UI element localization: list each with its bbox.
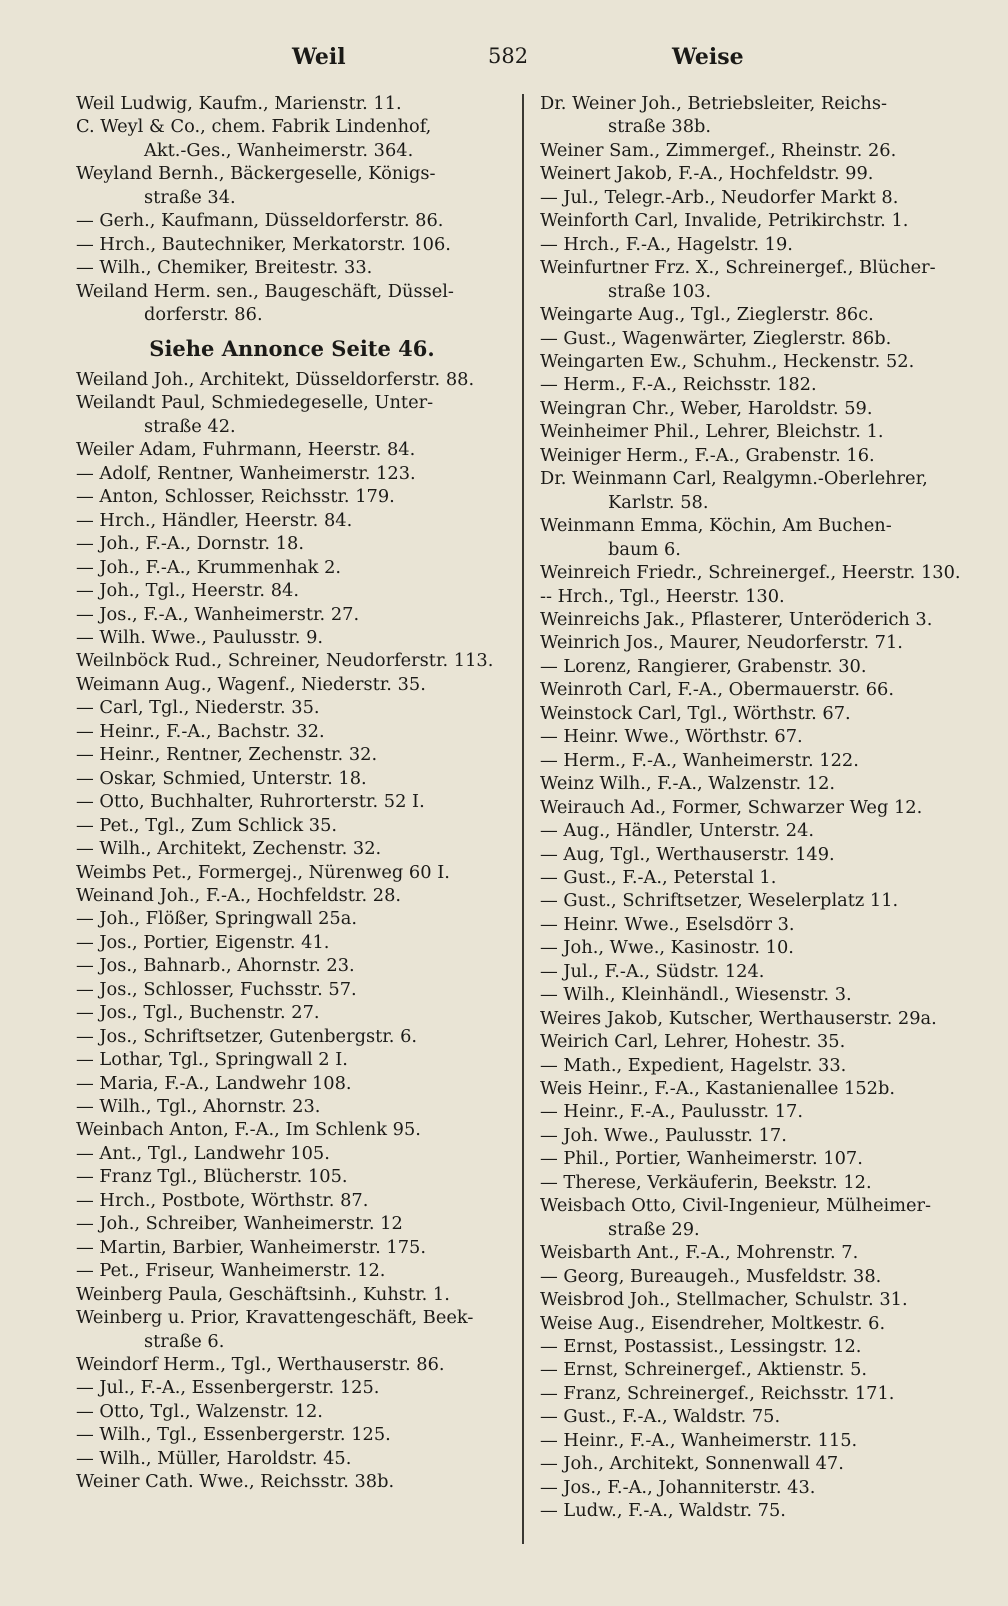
directory-entry: — Aug, Tgl., Werthauserstr. 149. <box>540 843 835 865</box>
directory-entry: — Lorenz, Rangierer, Grabenstr. 30. <box>540 655 867 677</box>
directory-entry: — Pet., Tgl., Zum Schlick 35. <box>76 814 338 836</box>
directory-entry: — Gust., Wagenwärter, Zieglerstr. 86b. <box>540 327 892 349</box>
directory-entry: — Maria, F.-A., Landwehr 108. <box>76 1072 352 1094</box>
right-column <box>540 92 978 1523</box>
directory-entry: — Otto, Buchhalter, Ruhrorterstr. 52 I. <box>76 791 425 813</box>
directory-entry: Weiler Adam, Fuhrmann, Heerstr. 84. <box>76 439 416 461</box>
directory-entry: — Gust., F.-A., Peterstal 1. <box>540 866 777 888</box>
directory-entry: — Jos., Schriftsetzer, Gutenbergstr. 6. <box>76 1025 418 1047</box>
directory-entry: Dr. Weiner Joh., Betriebsleiter, Reichs- <box>540 93 888 114</box>
directory-entry: — Hrch., Bautechniker, Merkatorstr. 106. <box>76 233 451 255</box>
directory-entry: — Wilh., Müller, Haroldstr. 45. <box>76 1447 352 1469</box>
directory-entry: Weinreich Friedr., Schreinergef., Heerstr. 130. <box>540 562 961 584</box>
directory-entry: — Ludw., F.-A., Waldstr. 75. <box>540 1500 786 1522</box>
directory-entry: Weinbach Anton, F.-A., Im Schlenk 95. <box>76 1119 421 1141</box>
entry-continuation: straße 34. <box>144 186 236 208</box>
directory-entry: -- Hrch., Tgl., Heerstr. 130. <box>540 585 785 607</box>
directory-entry: Weilnböck Rud., Schreiner, Neudorferstr. 113. <box>76 650 494 672</box>
directory-entry: Weinz Wilh., F.-A., Walzenstr. 12. <box>540 773 836 795</box>
directory-entry: — Hrch., F.-A., Hagelstr. 19. <box>540 233 793 255</box>
directory-entry: — Herm., F.-A., Reichsstr. 182. <box>540 374 817 396</box>
directory-entry: Weise Aug., Eisendreher, Moltkestr. 6. <box>540 1312 886 1334</box>
directory-entry: Weisbrod Joh., Stellmacher, Schulstr. 31. <box>540 1289 908 1311</box>
directory-entry: Weinfurtner Frz. X., Schreinergef., Blücher- <box>540 257 936 279</box>
directory-entry: — Joh. Wwe., Paulusstr. 17. <box>540 1124 787 1146</box>
directory-entry: — Gust., F.-A., Waldstr. 75. <box>540 1406 781 1428</box>
directory-entry: — Aug., Händler, Unterstr. 24. <box>540 820 815 842</box>
directory-entry: Weingarten Ew., Schuhm., Heckenstr. 52. <box>540 350 915 372</box>
directory-entry: Weilandt Paul, Schmiedegeselle, Unter- <box>76 392 434 414</box>
entry-continuation: Karlstr. 58. <box>608 491 709 513</box>
entry-continuation: straße 103. <box>608 280 712 302</box>
directory-entry: — Martin, Barbier, Wanheimerstr. 175. <box>76 1236 426 1258</box>
directory-entry: — Jul., Telegr.-Arb., Neudorfer Markt 8. <box>540 186 899 208</box>
entry-continuation: straße 29. <box>608 1218 700 1240</box>
directory-entry: — Carl, Tgl., Niederstr. 35. <box>76 697 320 719</box>
directory-entry: Weyland Bernh., Bäckergeselle, Königs- <box>76 163 436 185</box>
directory-entry: — Joh., Flößer, Springwall 25a. <box>76 908 357 930</box>
directory-entry: — Math., Expedient, Hagelstr. 33. <box>540 1054 847 1076</box>
directory-entry: — Georg, Bureaugeh., Musfeldstr. 38. <box>540 1265 882 1287</box>
column-divider <box>522 94 524 1544</box>
directory-entry: Weil Ludwig, Kaufm., Marienstr. 11. <box>76 93 402 114</box>
directory-entry: — Jos., Bahnarb., Ahornstr. 23. <box>76 955 355 977</box>
advertisement-notice: Siehe Annonce Seite 46. <box>149 335 435 361</box>
directory-entry: Weinstock Carl, Tgl., Wörthstr. 67. <box>540 702 851 724</box>
directory-entry: — Therese, Verkäuferin, Beekstr. 12. <box>540 1171 872 1193</box>
directory-entry: — Hrch., Händler, Heerstr. 84. <box>76 509 353 531</box>
directory-entry: Weiland Herm. sen., Baugeschäft, Düssel- <box>76 280 454 302</box>
directory-entry: — Joh., Wwe., Kasinostr. 10. <box>540 937 794 959</box>
directory-entry: — Jos., Tgl., Buchenstr. 27. <box>76 1002 320 1024</box>
directory-entry: — Jos., F.-A., Wanheimerstr. 27. <box>76 603 360 625</box>
directory-entry: — Joh., F.-A., Dornstr. 18. <box>76 533 305 555</box>
directory-entry: Weiner Sam., Zimmergef., Rheinstr. 26. <box>540 139 897 161</box>
directory-entry: — Wilh., Tgl., Ahornstr. 23. <box>76 1096 321 1118</box>
left-column <box>76 92 508 1494</box>
entry-continuation: Akt.-Ges., Wanheimerstr. 364. <box>144 139 414 161</box>
entry-continuation: straße 42. <box>144 415 236 437</box>
directory-entry: — Wilh., Architekt, Zechenstr. 32. <box>76 838 382 860</box>
directory-entry: Weires Jakob, Kutscher, Werthauserstr. 29a. <box>540 1007 937 1029</box>
directory-entry: Weingran Chr., Weber, Haroldstr. 59. <box>540 397 873 419</box>
directory-entry: — Phil., Portier, Wanheimerstr. 107. <box>540 1148 863 1170</box>
directory-entry: — Joh., Tgl., Heerstr. 84. <box>76 580 300 602</box>
entry-continuation: dorferstr. 86. <box>144 304 263 326</box>
directory-entry: Weimann Aug., Wagenf., Niederstr. 35. <box>76 673 426 695</box>
directory-entry: — Anton, Schlosser, Reichsstr. 179. <box>76 486 395 508</box>
page-number: 582 <box>488 44 529 68</box>
directory-entry: — Wilh. Wwe., Paulusstr. 9. <box>76 626 324 648</box>
directory-entry: — Heinr. Wwe., Eselsdörr 3. <box>540 913 795 935</box>
directory-entry: Weinrich Jos., Maurer, Neudorferstr. 71. <box>540 632 903 654</box>
directory-entry: Weiland Joh., Architekt, Düsseldorferstr. 88. <box>76 368 475 390</box>
directory-entry: Weingarte Aug., Tgl., Zieglerstr. 86c. <box>540 304 874 326</box>
directory-entry: — Oskar, Schmied, Unterstr. 18. <box>76 767 367 789</box>
entry-continuation: straße 38b. <box>608 116 712 138</box>
directory-entry: — Jul., F.-A., Essenbergerstr. 125. <box>76 1377 380 1399</box>
page-header <box>0 44 1008 80</box>
directory-entry: — Joh., Schreiber, Wanheimerstr. 12 <box>76 1213 403 1235</box>
directory-entry: — Gust., Schriftsetzer, Weselerplatz 11. <box>540 890 899 912</box>
directory-entry: — Joh., F.-A., Krummenhak 2. <box>76 556 342 578</box>
header-right-keyword: Weise <box>672 44 744 70</box>
directory-entry: — Joh., Architekt, Sonnenwall 47. <box>540 1453 844 1475</box>
directory-entry: — Franz Tgl., Blücherstr. 105. <box>76 1166 348 1188</box>
directory-entry: Weiner Cath. Wwe., Reichsstr. 38b. <box>76 1471 395 1493</box>
entry-continuation: baum 6. <box>608 538 681 560</box>
directory-entry: — Heinr., F.-A., Wanheimerstr. 115. <box>540 1429 858 1451</box>
directory-entry: — Ernst, Schreinergef., Aktienstr. 5. <box>540 1359 868 1381</box>
directory-entry: Weinberg u. Prior, Kravattengeschäft, Beek- <box>76 1307 474 1329</box>
entry-continuation: straße 6. <box>144 1330 225 1352</box>
directory-entry: — Ernst, Postassist., Lessingstr. 12. <box>540 1336 862 1358</box>
directory-entry: — Jul., F.-A., Südstr. 124. <box>540 960 765 982</box>
directory-entry: — Ant., Tgl., Landwehr 105. <box>76 1142 330 1164</box>
directory-entry: Weirauch Ad., Former, Schwarzer Weg 12. <box>540 796 923 818</box>
directory-entry: Weinreichs Jak., Pflasterer, Unteröderich 3. <box>540 608 933 630</box>
directory-entry: Weinert Jakob, F.-A., Hochfeldstr. 99. <box>540 163 874 185</box>
directory-entry: Weis Heinr., F.-A., Kastanienallee 152b. <box>540 1078 896 1100</box>
directory-entry: Weinmann Emma, Köchin, Am Buchen- <box>540 515 892 537</box>
header-left-keyword: Weil <box>292 44 346 70</box>
directory-entry: — Herm., F.-A., Wanheimerstr. 122. <box>540 749 859 771</box>
directory-entry: — Lothar, Tgl., Springwall 2 I. <box>76 1049 348 1071</box>
directory-entry: Weinheimer Phil., Lehrer, Bleichstr. 1. <box>540 421 884 443</box>
directory-entry: Weinroth Carl, F.-A., Obermauerstr. 66. <box>540 679 894 701</box>
directory-entry: — Otto, Tgl., Walzenstr. 12. <box>76 1400 323 1422</box>
directory-entry: — Wilh., Chemiker, Breitestr. 33. <box>76 257 373 279</box>
directory-entry: — Jos., Portier, Eigenstr. 41. <box>76 931 330 953</box>
directory-entry: C. Weyl & Co., chem. Fabrik Lindenhof, <box>76 116 432 138</box>
directory-entry: Dr. Weinmann Carl, Realgymn.-Oberlehrer, <box>540 468 928 490</box>
directory-entry: Weimbs Pet., Formergej., Nürenweg 60 I. <box>76 861 450 883</box>
directory-entry: — Heinr., F.-A., Paulusstr. 17. <box>540 1101 804 1123</box>
directory-entry: — Franz, Schreinergef., Reichsstr. 171. <box>540 1382 895 1404</box>
directory-entry: — Gerh., Kaufmann, Düsseldorferstr. 86. <box>76 210 444 232</box>
directory-entry: Weisbach Otto, Civil-Ingenieur, Mülheimer- <box>540 1195 932 1217</box>
directory-entry: Weinberg Paula, Geschäftsinh., Kuhstr. 1. <box>76 1283 450 1305</box>
directory-entry: — Adolf, Rentner, Wanheimerstr. 123. <box>76 462 416 484</box>
directory-entry: Weinforth Carl, Invalide, Petrikirchstr. 1. <box>540 210 909 232</box>
directory-entry: — Heinr. Wwe., Wörthstr. 67. <box>540 726 803 748</box>
directory-entry: Weindorf Herm., Tgl., Werthauserstr. 86. <box>76 1354 445 1376</box>
directory-entry: — Wilh., Tgl., Essenbergerstr. 125. <box>76 1424 391 1446</box>
directory-entry: — Heinr., F.-A., Bachstr. 32. <box>76 720 325 742</box>
directory-entry: Weisbarth Ant., F.-A., Mohrenstr. 7. <box>540 1242 859 1264</box>
directory-entry: — Pet., Friseur, Wanheimerstr. 12. <box>76 1260 386 1282</box>
directory-entry: Weinand Joh., F.-A., Hochfeldstr. 28. <box>76 884 402 906</box>
directory-entry: — Heinr., Rentner, Zechenstr. 32. <box>76 744 378 766</box>
directory-entry: — Wilh., Kleinhändl., Wiesenstr. 3. <box>540 984 852 1006</box>
directory-entry: Weiniger Herm., F.-A., Grabenstr. 16. <box>540 444 875 466</box>
directory-entry: — Hrch., Postbote, Wörthstr. 87. <box>76 1189 369 1211</box>
directory-entry: — Jos., F.-A., Johanniterstr. 43. <box>540 1476 816 1498</box>
directory-entry: Weirich Carl, Lehrer, Hohestr. 35. <box>540 1031 846 1053</box>
directory-entry: — Jos., Schlosser, Fuchsstr. 57. <box>76 978 357 1000</box>
